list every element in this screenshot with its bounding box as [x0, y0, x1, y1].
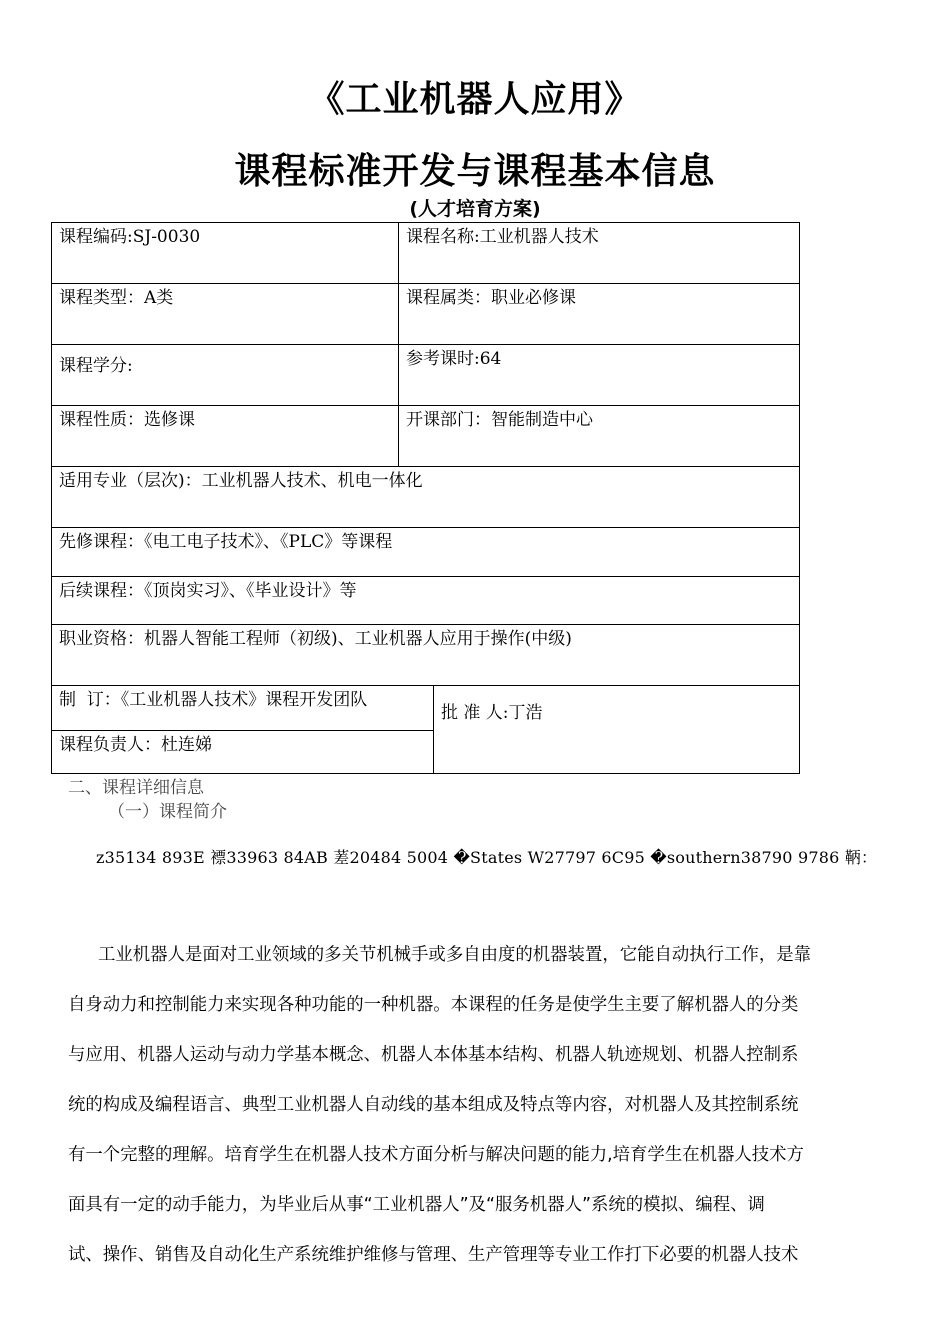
document-title-line2: 课程标准开发与课程基本信息: [234, 151, 716, 192]
section-subheading: （一）课程简介: [108, 802, 227, 822]
formulated-by-cell: 制 订：《工业机器人技术》课程开发团队: [59, 690, 368, 710]
qualification-cell: 职业资格：机器人智能工程师（初级)、工业机器人应用于操作(中级): [59, 629, 572, 649]
course-nature-cell: 课程性质：选修课: [59, 410, 195, 430]
department-cell: 开课部门：智能制造中心: [406, 410, 593, 430]
course-credits-cell: 课程学分:: [59, 356, 133, 376]
follow-up-courses-cell: 后续课程：《顶岗实习》、《毕业设计》等: [59, 581, 357, 601]
prerequisites-cell: 先修课程：《电工电子技术》、《PLC》等课程: [59, 532, 393, 552]
course-type-cell: 课程类型：A类: [59, 288, 174, 308]
paragraph-line: 自身动力和控制能力来实现各种功能的一种机器。本课程的任务是使学生主要了解机器人的分类: [68, 995, 799, 1015]
course-code-cell: 课程编码:SJ-0030: [59, 227, 201, 247]
course-name-cell: 课程名称:工业机器人技术: [406, 227, 599, 247]
approved-by-cell: 批 准 人:丁浩: [441, 703, 543, 723]
paragraph-line: 统的构成及编程语言、典型工业机器人自动线的基本组成及特点等内容，对机器人及其控制系统: [68, 1095, 799, 1115]
paragraph-line: 工业机器人是面对工业领域的多关节机械手或多自由度的机器装置，它能自动执行工作，是靠: [98, 945, 812, 965]
paragraph-line: 试、操作、销售及自动化生产系统维护维修与管理、生产管理等专业工作打下必要的机器人技术: [68, 1245, 799, 1265]
section-heading: 二、课程详细信息: [68, 778, 204, 798]
paragraph-line: 有一个完整的理解。培育学生在机器人技术方面分析与解决问题的能力,培育学生在机器人技术方: [68, 1145, 804, 1165]
document-title-line1: 《工业机器人应用》: [308, 79, 642, 120]
course-info-table: [51, 222, 800, 774]
garbled-text-line: z35134 893E 褾33963 84AB 蒫20484 5004 �States W27797 6C95 �southern38790 9786 鞆：: [96, 848, 878, 867]
document-subtitle: (人才培育方案): [409, 198, 541, 220]
course-introduction-paragraph: [68, 930, 884, 1280]
course-category-cell: 课程属类：职业必修课: [406, 288, 576, 308]
reference-hours-cell: 参考课时:64: [406, 349, 502, 369]
paragraph-line: 面具有一定的动手能力，为毕业后从事“工业机器人”及“服务机器人”系统的模拟、编程、调: [68, 1195, 765, 1215]
course-leader-cell: 课程负责人：杜连娣: [59, 735, 212, 755]
paragraph-line: 与应用、机器人运动与动力学基本概念、机器人本体基本结构、机器人轨迹规划、机器人控制系: [68, 1045, 799, 1065]
applicable-major-cell: 适用专业（层次)：工业机器人技术、机电一体化: [59, 471, 423, 491]
